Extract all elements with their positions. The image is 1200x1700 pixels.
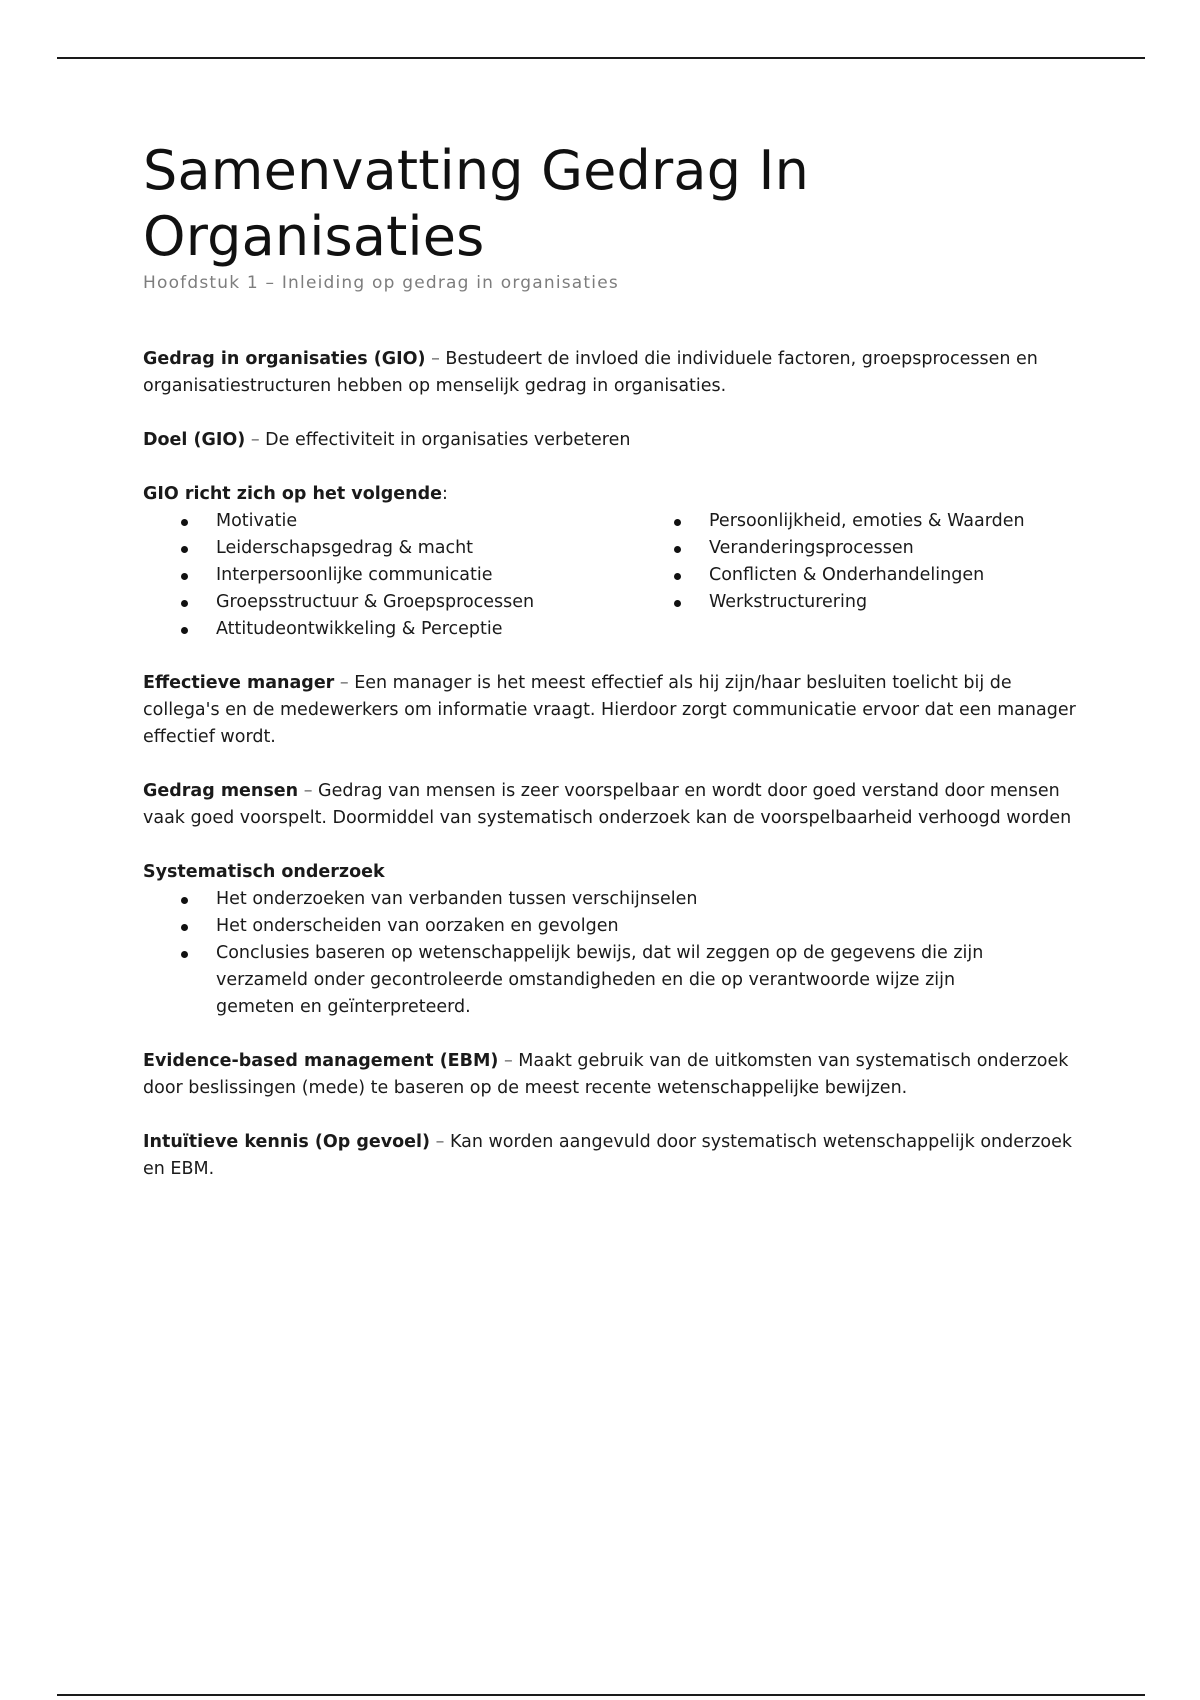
- definition-text: Gedrag van mensen is zeer voorspelbaar en wordt door goed verstand door mensen vaak goed voorspelt. Doormiddel van systematisch onderzoek kan de voorspelbaarheid verhoogd worden: [143, 781, 1072, 828]
- focus-list-right: [635, 508, 1083, 643]
- term-label: Intuïtieve kennis (Op gevoel): [143, 1132, 431, 1152]
- definition-text: Bestudeert de invloed die individuele factoren, groepsprocessen en organisatiestructuren hebben op menselijk gedrag in organisaties.: [143, 349, 1038, 396]
- list-item: [143, 589, 635, 616]
- term-label: Effectieve manager: [143, 673, 335, 693]
- list-item: [635, 508, 1083, 535]
- header-rule: [57, 57, 1145, 59]
- list-item: [635, 562, 1083, 589]
- term-label: Doel (GIO): [143, 430, 246, 450]
- term-separator: –: [425, 349, 446, 369]
- list-item-text: Interpersoonlijke communicatie: [216, 565, 493, 585]
- list-item-text: Werkstructurering: [709, 592, 868, 612]
- definition-gio: [143, 346, 1083, 400]
- term-separator: –: [498, 1051, 519, 1071]
- bullet-icon: [181, 951, 188, 958]
- bullet-icon: [181, 519, 188, 526]
- term-label: Evidence-based management (EBM): [143, 1051, 499, 1071]
- definition-ebm: [143, 1048, 1083, 1102]
- list-item-text: Groepsstructuur & Groepsprocessen: [216, 592, 535, 612]
- bullet-icon: [674, 519, 681, 526]
- list-item: [143, 535, 635, 562]
- heading-colon: :: [441, 484, 448, 504]
- heading-text: GIO richt zich op het volgende: [143, 484, 442, 504]
- document-title: Samenvatting Gedrag In Organisaties: [143, 139, 810, 268]
- list-item-text: Persoonlijkheid, emoties & Waarden: [709, 511, 1025, 531]
- list-item-text: Conclusies baseren op wetenschappelijk bewijs, dat wil zeggen op de gegevens die zijn verzameld onder gecontroleerde omstandigheden en die op verantwoorde wijze zijn gemeten en geïnterpreteerd.: [216, 943, 984, 1017]
- term-separator: –: [245, 430, 266, 450]
- list-item: [143, 616, 635, 643]
- bullet-icon: [674, 600, 681, 607]
- definition-intuitieve-kennis: [143, 1129, 1083, 1183]
- list-item-text: Motivatie: [216, 511, 298, 531]
- bullet-icon: [181, 600, 188, 607]
- focus-list-left: [143, 508, 635, 643]
- bullet-icon: [181, 546, 188, 553]
- list-item-text: Leiderschapsgedrag & macht: [216, 538, 474, 558]
- systematisch-heading: Systematisch onderzoek: [143, 862, 385, 882]
- systematisch-list: [143, 886, 1083, 1021]
- list-item: [635, 535, 1083, 562]
- definition-text: De effectiviteit in organisaties verbeteren: [265, 430, 631, 450]
- definition-gedrag-mensen: [143, 778, 1083, 832]
- definition-text: Een manager is het meest effectief als hij zijn/haar besluiten toelicht bij de collega's en de medewerkers om informatie vraagt. Hierdoor zorgt communicatie ervoor dat een manager effectief wordt.: [143, 673, 1076, 747]
- definition-doel: [143, 427, 1083, 454]
- list-item: [143, 508, 635, 535]
- title-block: [143, 138, 1083, 294]
- term-label: Gedrag in organisaties (GIO): [143, 349, 426, 369]
- list-item-text: Veranderingsprocessen: [709, 538, 914, 558]
- term-separator: –: [298, 781, 319, 801]
- bullet-icon: [181, 897, 188, 904]
- document-body: [143, 346, 1083, 1210]
- bullet-icon: [181, 627, 188, 634]
- list-item: [143, 562, 635, 589]
- list-item-text: Conflicten & Onderhandelingen: [709, 565, 985, 585]
- list-item-text: Attitudeontwikkeling & Perceptie: [216, 619, 503, 639]
- bullet-icon: [181, 924, 188, 931]
- list-item: [143, 886, 1083, 913]
- term-separator: –: [430, 1132, 450, 1152]
- definition-effectieve-manager: [143, 670, 1083, 751]
- footer-rule: [57, 1694, 1145, 1696]
- bullet-icon: [674, 573, 681, 580]
- focus-list: [143, 508, 1083, 643]
- bullet-icon: [181, 573, 188, 580]
- term-separator: –: [334, 673, 355, 693]
- focus-heading: [143, 481, 1083, 508]
- list-item: [143, 940, 1083, 1021]
- list-item-text: Het onderscheiden van oorzaken en gevolgen: [216, 916, 619, 936]
- list-item-text: Het onderzoeken van verbanden tussen verschijnselen: [216, 889, 698, 909]
- bullet-icon: [674, 546, 681, 553]
- list-item: [143, 913, 1083, 940]
- document-subtitle: Hoofdstuk 1 – Inleiding op gedrag in organisaties: [143, 273, 619, 293]
- definition-text: Maakt gebruik van de uitkomsten van systematisch onderzoek door beslissingen (mede) te baseren op de meest recente wetenschappelijke bewijzen.: [143, 1051, 1069, 1098]
- list-item: [635, 589, 1083, 616]
- term-label: Gedrag mensen: [143, 781, 299, 801]
- definition-text: Kan worden aangevuld door systematisch wetenschappelijk onderzoek en EBM.: [143, 1132, 1072, 1179]
